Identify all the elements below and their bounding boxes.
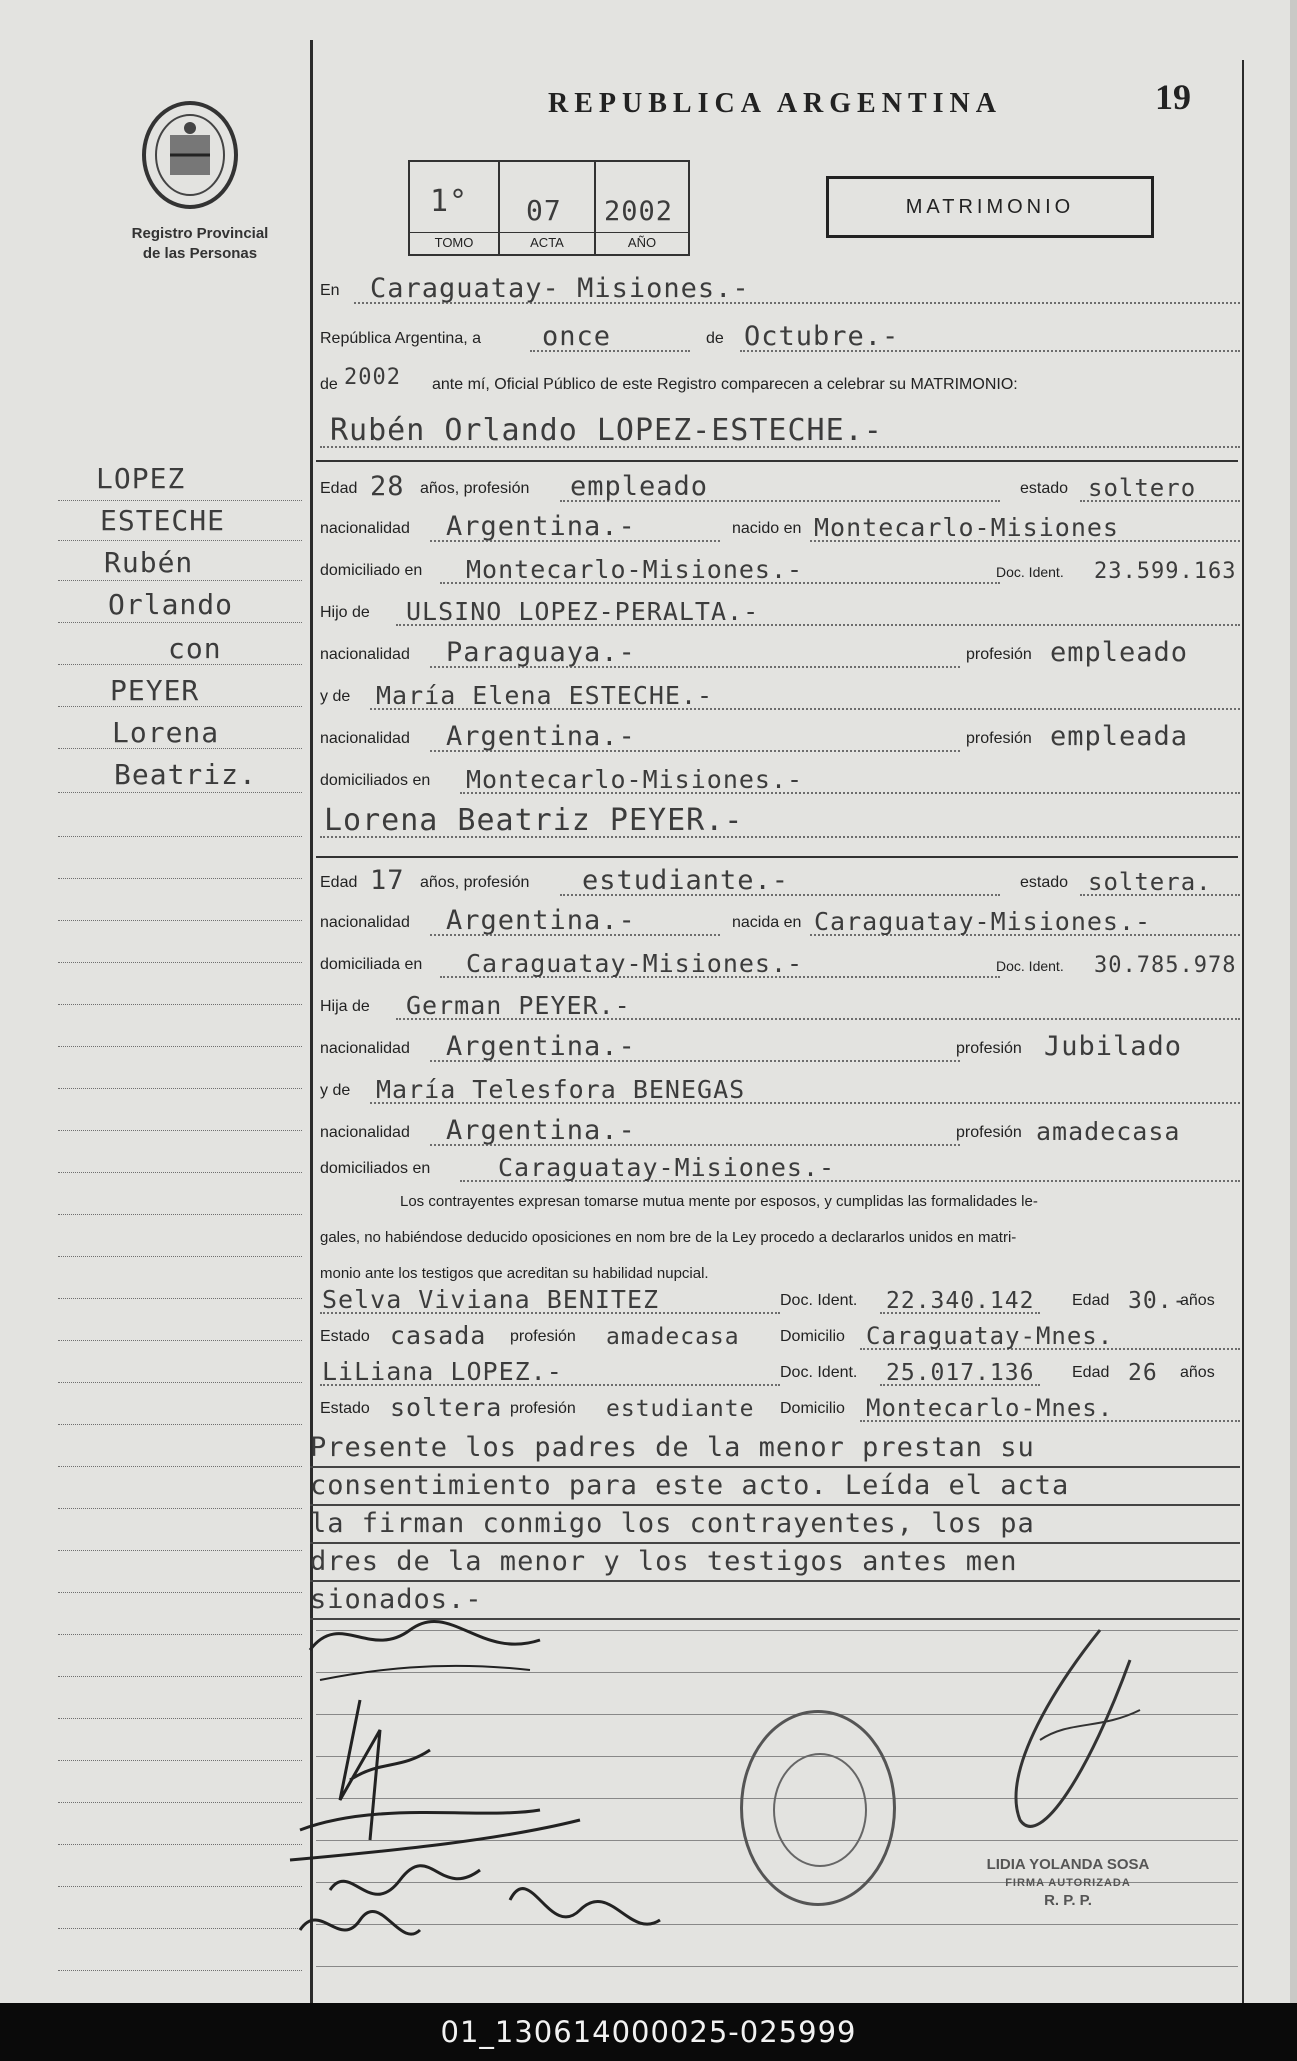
groom-estado: soltero (1088, 474, 1197, 502)
groom-padres-dom: Montecarlo-Misiones.- (466, 765, 804, 794)
groom-nacido-label: nacido en (732, 520, 802, 537)
year-prefix-label: de (320, 376, 338, 393)
witness2-prof-label: profesión (510, 1400, 576, 1417)
official-rpp: R. P. P. (1044, 1892, 1092, 1909)
bride-yde-label: y de (320, 1082, 351, 1099)
declaration-line-2: gales, no habiéndose deducido oposiciones en nom bre de la Ley procedo a declararlos unidos en matri- (320, 1229, 1017, 1246)
witness2-dom-label: Domicilio (780, 1400, 845, 1417)
witness1-anios-label: años (1180, 1292, 1215, 1309)
declaration-text (320, 1184, 1240, 1292)
witness1-edad: 30.- (1128, 1288, 1188, 1314)
witness2-edad: 26 (1128, 1360, 1158, 1386)
republica-label: República Argentina, a (320, 330, 481, 347)
place-value: Caraguatay- Misiones.- (370, 273, 750, 304)
bride-domicile-row (320, 946, 1240, 980)
groom-parents-domicile-row (320, 762, 1240, 796)
handwritten-signatures (280, 1600, 720, 1970)
witness2-profesion: estudiante (606, 1396, 755, 1422)
bride-mother-info-row (320, 1114, 1240, 1148)
bride-nacionalidad: Argentina.- (446, 905, 636, 936)
bride-separator (316, 856, 1238, 858)
groom-profesion: empleado (570, 471, 709, 502)
witness1-estado-label: Estado (320, 1328, 370, 1345)
groom-madre-nac-label: nacionalidad (320, 730, 410, 747)
bride-edad: 17 (370, 865, 405, 896)
bride-padre-nac-label: nacionalidad (320, 1040, 410, 1057)
acta-label: ACTA (500, 232, 594, 250)
witness1-info-row (320, 1318, 1240, 1352)
bride-parents-domicile-row (320, 1150, 1240, 1184)
margin-name-1: ESTECHE (100, 504, 226, 537)
bride-age-row (320, 864, 1240, 898)
bride-hija-label: Hija de (320, 998, 370, 1015)
groom-doc-label: Doc. Ident. (996, 564, 1064, 580)
bride-padre: German PEYER.- (406, 991, 631, 1020)
margin-name-3: Orlando (108, 588, 234, 621)
declaration-line-3: monio ante los testigos que acreditan su habilidad nupcial. (320, 1265, 709, 1282)
margin-name-2: Rubén (104, 546, 194, 579)
witness1-name-row (320, 1282, 1240, 1316)
groom-nacido: Montecarlo-Misiones (814, 513, 1119, 542)
anio-label: AÑO (596, 232, 688, 250)
anio-cell (596, 162, 688, 254)
witness1-name: Selva Viviana BENITEZ (322, 1285, 660, 1314)
witness2-estado-label: Estado (320, 1400, 370, 1417)
intro-place-row (320, 272, 1240, 306)
groom-anios-prof-label: años, profesión (420, 480, 530, 497)
witness2-info-row (320, 1390, 1240, 1424)
bride-estado-label: estado (1020, 874, 1069, 891)
groom-edad: 28 (370, 471, 405, 502)
provincial-seal-icon (140, 100, 240, 210)
official-signature (960, 1620, 1180, 1840)
bride-madre-nac-label: nacionalidad (320, 1124, 410, 1141)
bride-dom-label: domiciliada en (320, 956, 423, 973)
groom-yde-label: y de (320, 688, 351, 705)
groom-dom-label: domiciliado en (320, 562, 423, 579)
bride-edad-label: Edad (320, 874, 358, 891)
bride-padre-prof: Jubilado (1044, 1031, 1183, 1062)
month-value: Octubre.- (744, 321, 900, 352)
official-title: FIRMA AUTORIZADA (1005, 1877, 1131, 1889)
groom-father-info-row (320, 636, 1240, 670)
groom-separator (316, 460, 1238, 462)
groom-domicile-row (320, 552, 1240, 586)
registry-stamp (740, 1710, 896, 1906)
bride-madre-prof: amadecasa (1036, 1117, 1181, 1146)
bride-padre-nac: Argentina.- (446, 1031, 636, 1062)
bride-estado: soltera. (1088, 868, 1212, 896)
acta-value: 07 (526, 194, 562, 227)
record-box (408, 160, 690, 256)
registry-label (100, 224, 300, 264)
bride-name-row (320, 800, 1240, 840)
right-rule (1242, 60, 1244, 2003)
registry-line-2: de las Personas (142, 245, 258, 262)
bride-padres-dom: Caraguatay-Misiones.- (498, 1153, 836, 1182)
bride-nacida-label: nacida en (732, 914, 802, 931)
groom-padre-prof-label: profesión (966, 646, 1032, 663)
bride-nacida: Caraguatay-Misiones.- (814, 907, 1152, 936)
notes-block (310, 1430, 1240, 1620)
intro-date-row (320, 320, 1240, 354)
declaration-line-1: Los contrayentes expresan tomarse mutua mente por esposos, y cumplidas las formalidades le- (400, 1193, 1038, 1210)
groom-padre-prof: empleado (1050, 637, 1189, 668)
groom-father-row (320, 594, 1240, 628)
margin-name-0: LOPEZ (96, 462, 186, 495)
groom-nationality-row (320, 510, 1240, 544)
groom-madre: María Elena ESTECHE.- (376, 681, 714, 710)
note-line-3: dres de la menor y los testigos antes men (310, 1544, 1240, 1582)
groom-domiciliados-label: domiciliados en (320, 772, 431, 789)
witness2-estado: soltera (390, 1393, 503, 1422)
groom-edad-label: Edad (320, 480, 358, 497)
witness1-dom-label: Domicilio (780, 1328, 845, 1345)
note-line-4: sionados.- (310, 1582, 1240, 1620)
groom-madre-nac: Argentina.- (446, 721, 636, 752)
groom-padre: ULSINO LOPEZ-PERALTA.- (406, 597, 760, 626)
groom-doc: 23.599.163 (1094, 559, 1237, 584)
bride-father-info-row (320, 1030, 1240, 1064)
groom-nacionalidad: Argentina.- (446, 511, 636, 542)
bride-anios-prof-label: años, profesión (420, 874, 530, 891)
witness1-profesion: amadecasa (606, 1324, 740, 1350)
document-title: REPUBLICA ARGENTINA (548, 88, 1002, 119)
en-label: En (320, 282, 340, 299)
groom-estado-label: estado (1020, 480, 1069, 497)
page-number: 19 (1155, 77, 1191, 117)
witness2-edad-label: Edad (1072, 1364, 1110, 1381)
groom-hijo-label: Hijo de (320, 604, 370, 621)
registry-line-1: Registro Provincial (131, 225, 269, 242)
witness1-estado: casada (390, 1321, 487, 1350)
groom-domicilio: Montecarlo-Misiones.- (466, 555, 804, 584)
witness2-doc: 25.017.136 (886, 1360, 1035, 1386)
official-name: LIDIA YOLANDA SOSA (986, 1856, 1150, 1873)
witness2-anios-label: años (1180, 1364, 1215, 1381)
bride-name: Lorena Beatriz PEYER.- (324, 803, 744, 838)
de-label: de (706, 330, 724, 347)
witness1-edad-label: Edad (1072, 1292, 1110, 1309)
registry-stamp-center (773, 1753, 867, 1867)
groom-madre-prof-label: profesión (966, 730, 1032, 747)
bride-nationality-row (320, 904, 1240, 938)
witness2-name: LiLiana LOPEZ.- (322, 1357, 563, 1386)
witness1-prof-label: profesión (510, 1328, 576, 1345)
tomo-value: 1° (430, 184, 469, 219)
tomo-cell (410, 162, 500, 254)
note-line-0: Presente los padres de la menor prestan su (310, 1430, 1240, 1468)
day-value: once (542, 321, 612, 352)
groom-name: Rubén Orlando LOPEZ-ESTECHE.- (330, 413, 883, 448)
groom-madre-prof: empleada (1050, 721, 1189, 752)
bride-doc-label: Doc. Ident. (996, 958, 1064, 974)
witness2-doc-label: Doc. Ident. (780, 1364, 858, 1381)
witness1-domicilio: Caraguatay-Mnes. (866, 1322, 1114, 1350)
bride-nac-label: nacionalidad (320, 914, 410, 931)
bride-madre-nac: Argentina.- (446, 1115, 636, 1146)
bride-profesion: estudiante.- (582, 865, 790, 896)
bride-domicilio: Caraguatay-Misiones.- (466, 949, 804, 978)
witness2-domicilio: Montecarlo-Mnes. (866, 1394, 1114, 1422)
margin-name-7: Beatriz. (114, 758, 257, 791)
bride-padre-prof-label: profesión (956, 1040, 1022, 1057)
bride-father-row (320, 988, 1240, 1022)
acta-cell (500, 162, 596, 254)
ante-text: ante mí, Oficial Público de este Registro comparecen a celebrar su MATRIMONIO: (432, 376, 1018, 393)
bride-domiciliados-label: domiciliados en (320, 1160, 431, 1177)
witness1-doc: 22.340.142 (886, 1288, 1035, 1314)
groom-padre-nac: Paraguaya.- (446, 637, 636, 668)
margin-name-5: PEYER (110, 674, 200, 707)
groom-mother-row (320, 678, 1240, 712)
witness1-doc-label: Doc. Ident. (780, 1292, 858, 1309)
bride-madre-prof-label: profesión (956, 1124, 1022, 1141)
groom-nac-label: nacionalidad (320, 520, 410, 537)
witness2-name-row (320, 1354, 1240, 1388)
year-value: 2002 (344, 365, 401, 390)
margin-name-6: Lorena (112, 716, 220, 749)
scan-footer-code: 01_130614000025-025999 (0, 2003, 1297, 2061)
bride-doc: 30.785.978 (1094, 953, 1237, 978)
matrimonio-box: MATRIMONIO (826, 176, 1154, 238)
anio-value: 2002 (604, 196, 674, 227)
tomo-label: TOMO (410, 232, 498, 250)
groom-age-row (320, 470, 1240, 504)
note-line-1: consentimiento para este acto. Leída el acta (310, 1468, 1240, 1506)
groom-padre-nac-label: nacionalidad (320, 646, 410, 663)
groom-mother-info-row (320, 720, 1240, 754)
note-line-2: la firman conmigo los contrayentes, los pa (310, 1506, 1240, 1544)
margin-name-4: con (168, 632, 222, 665)
intro-ante-row (320, 366, 1240, 400)
bride-madre: María Telesfora BENEGAS (376, 1075, 746, 1104)
groom-name-row (320, 410, 1240, 450)
bride-mother-row (320, 1072, 1240, 1106)
official-block (958, 1856, 1178, 1910)
